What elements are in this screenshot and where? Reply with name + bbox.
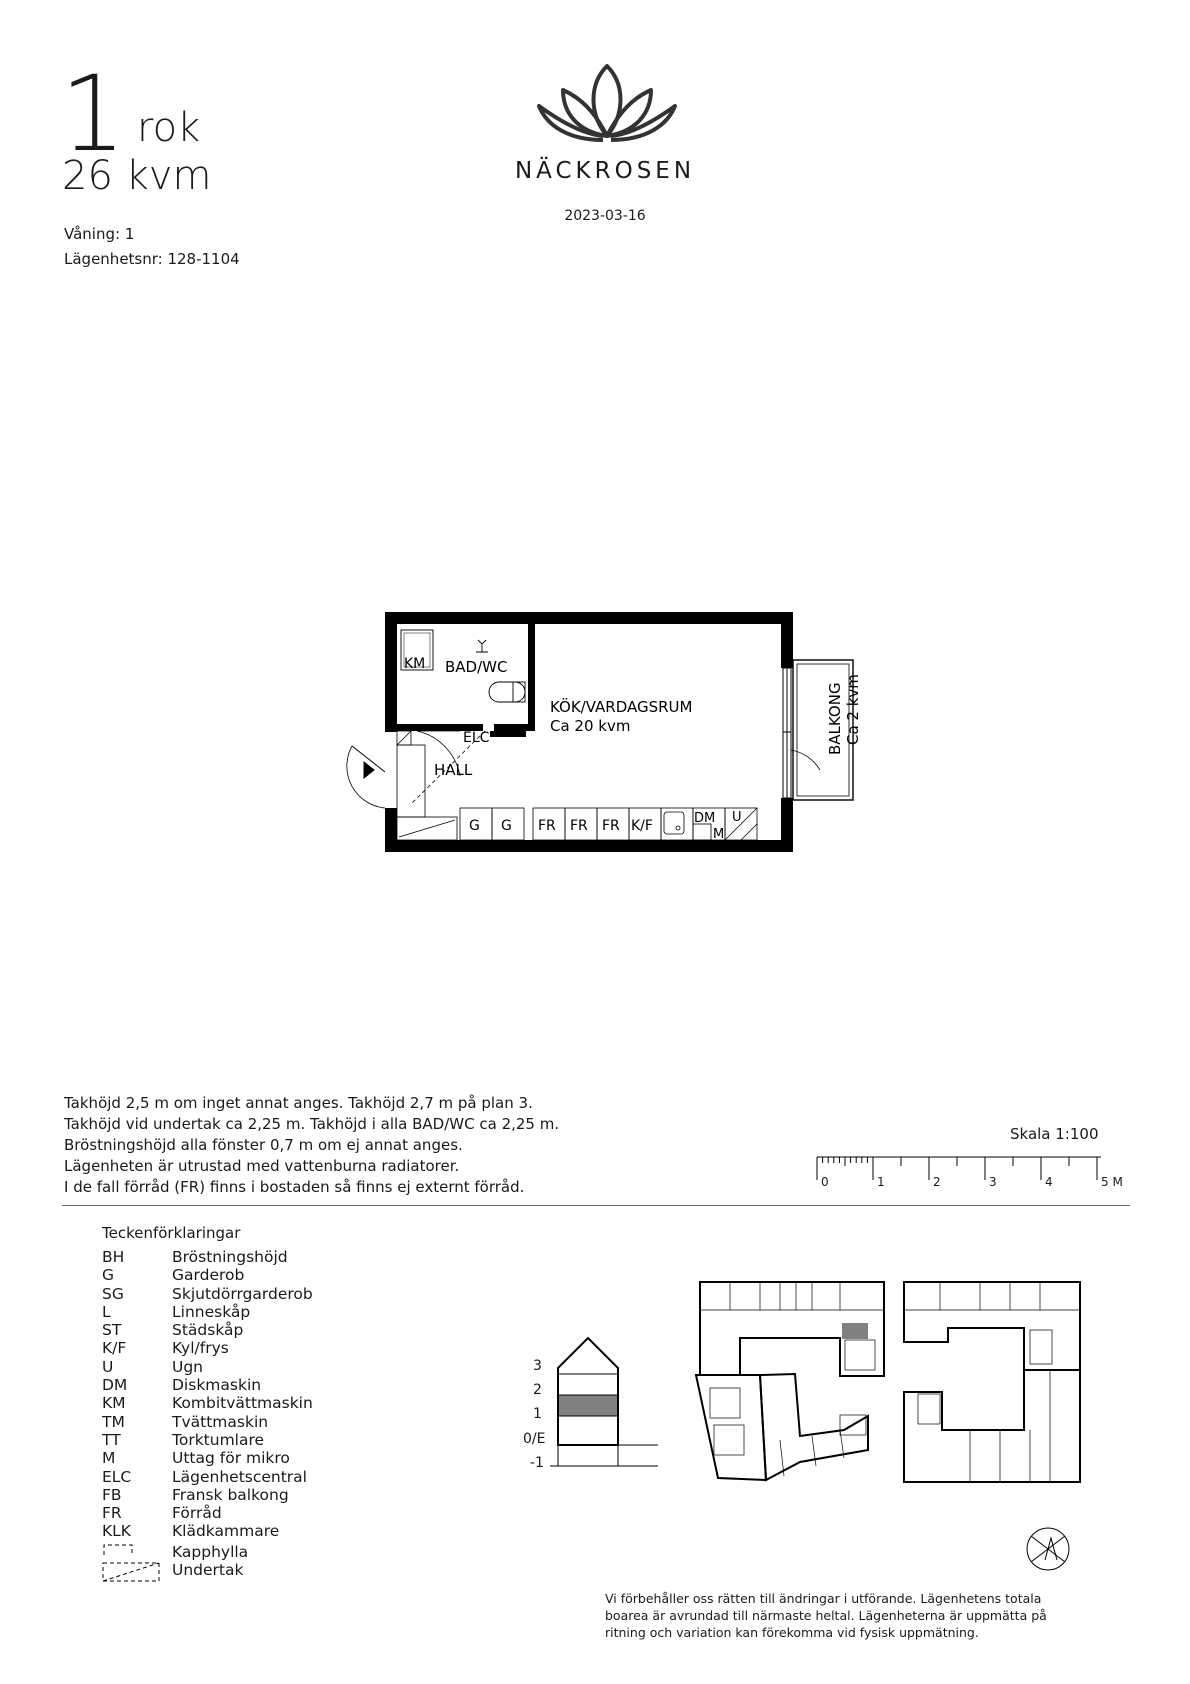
legend-item: M Uttag för mikro: [102, 1449, 290, 1468]
m-label: M: [713, 827, 725, 842]
rooms-unit: rok: [137, 105, 201, 151]
legend-item: L Linneskåp: [102, 1302, 251, 1321]
fr3-label: FR: [602, 818, 620, 834]
bathroom-walls: [397, 624, 535, 731]
rooms-number: 1: [60, 53, 125, 175]
g2-label: G: [501, 818, 512, 834]
legend-item: KM Kombitvättmaskin: [102, 1394, 313, 1413]
scale-tick: 4: [1045, 1175, 1053, 1189]
legend-item: BH Bröstningshöjd: [102, 1248, 288, 1266]
legend-item: FR Förråd: [102, 1504, 222, 1523]
scale-tick: 3: [989, 1175, 997, 1189]
hall-label: HALL: [434, 761, 473, 779]
current-floor-highlight: [559, 1395, 617, 1416]
scale-tick: 2: [933, 1175, 941, 1189]
lotus-logo-icon: [533, 62, 681, 146]
bathroom-label: BAD/WC: [445, 658, 508, 676]
note-line: Takhöjd 2,5 m om inget annat anges. Takhöjd 2,7 m på plan 3.: [64, 1094, 533, 1112]
floor-label: -1: [530, 1455, 544, 1471]
legend-item: TM Tvättmaskin: [102, 1412, 269, 1431]
elc-label: ELC: [463, 730, 490, 746]
disclaimer-line: boarea är avrundad till närmaste heltal. Lägenheterna är uppmätta på: [605, 1608, 1047, 1623]
fr2-label: FR: [570, 818, 588, 834]
legend-item: FB Fransk balkong: [102, 1485, 289, 1504]
note-line: Bröstningshöjd alla fönster 0,7 m om ej annat anges.: [64, 1136, 463, 1154]
note-line: I de fall förråd (FR) finns i bostaden så finns ej externt förråd.: [64, 1178, 525, 1196]
north-arrow-icon: [1023, 1524, 1073, 1574]
ceiling-notes: [64, 1093, 559, 1198]
fr1-label: FR: [538, 818, 556, 834]
note-line: Takhöjd vid undertak ca 2,25 m. Takhöjd i alla BAD/WC ca 2,25 m.: [64, 1115, 560, 1133]
disclaimer-line: ritning och variation kan förekomma vid fysisk uppmätning.: [605, 1625, 979, 1640]
disclaimer: [605, 1590, 1125, 1641]
legend-item: TT Torktumlare: [102, 1430, 265, 1449]
scale-bar: [815, 1152, 1105, 1182]
site-key-plan: [690, 1270, 1110, 1490]
brand-name: NÄCKROSEN: [514, 158, 696, 184]
legend-item: ST Städskåp: [102, 1321, 244, 1340]
legend-title: Teckenförklaringar: [102, 1224, 241, 1242]
balcony-label: BALKONG: [826, 682, 844, 755]
u-label: U: [732, 810, 742, 825]
building-section: [550, 1330, 665, 1470]
document-date: 2023-03-16: [564, 208, 646, 224]
legend-item: SG Skjutdörrgarderob: [102, 1284, 313, 1303]
kitchen-living-label: KÖK/VARDAGSRUM: [550, 698, 693, 716]
scale-label: Skala 1:100: [1010, 1125, 1099, 1143]
elc-panel: [490, 731, 526, 737]
scale-tick: 5 M: [1101, 1175, 1123, 1189]
building-highlight: [842, 1323, 868, 1339]
floor-level: Våning: 1: [64, 225, 135, 243]
dm-label: DM: [694, 811, 716, 826]
kitchen-living-area: Ca 20 kvm: [550, 717, 631, 735]
floor-label: 0/E: [523, 1431, 546, 1447]
note-line: Lägenheten är utrustad med vattenburna radiatorer.: [64, 1157, 460, 1175]
legend-item: G Garderob: [102, 1266, 245, 1285]
kf-label: K/F: [631, 818, 653, 834]
legend-item: U Ugn: [102, 1357, 204, 1376]
suspended-ceiling-symbol-icon: [102, 1561, 172, 1587]
floor-plan: [300, 600, 900, 870]
windows: [783, 668, 791, 798]
g1-label: G: [469, 818, 480, 834]
scale-tick: 1: [877, 1175, 885, 1189]
floor-label: 1: [533, 1406, 542, 1422]
legend-item: DM Diskmaskin: [102, 1376, 262, 1395]
disclaimer-line: Vi förbehåller oss rätten till ändringar i utförande. Lägenhetens totala: [605, 1591, 1042, 1606]
entrance-door: [347, 746, 385, 808]
legend-item: KLK Klädkammare: [102, 1522, 280, 1541]
legend-item: Undertak: [102, 1561, 313, 1587]
scale-tick: 0: [821, 1175, 829, 1189]
apartment-area: 26 kvm: [62, 153, 212, 199]
floor-label: 3: [533, 1358, 542, 1374]
legend-item: K/F Kyl/frys: [102, 1339, 229, 1358]
coat-rack-symbol-icon: [102, 1543, 172, 1561]
apartment-number: Lägenhetsnr: 128-1104: [64, 250, 240, 268]
balcony-area: Ca 2 kvm: [844, 674, 862, 745]
divider: [62, 1205, 1130, 1206]
legend-list: [102, 1248, 313, 1587]
legend-item: Kapphylla: [102, 1543, 313, 1561]
floor-label: 2: [533, 1382, 542, 1398]
km-label: KM: [404, 656, 426, 672]
legend-item: ELC Lägenhetscentral: [102, 1467, 307, 1486]
